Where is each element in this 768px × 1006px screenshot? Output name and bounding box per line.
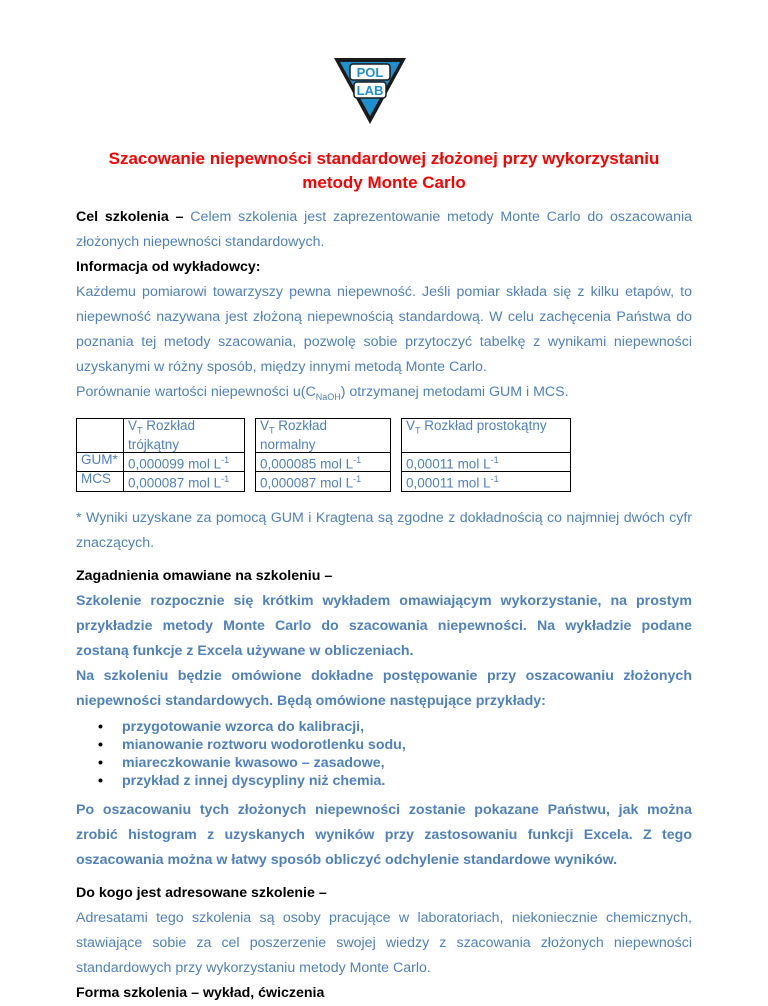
list-item: • mianowanie roztworu wodorotlenku sodu, (122, 736, 692, 754)
table-cell: 0,000087 mol $L^{-1}$ (256, 472, 391, 492)
audience-heading: Do kogo jest adresowane szkolenie – (76, 884, 327, 901)
table-cell: 0,000087 mol $L^{-1}$ (124, 472, 245, 492)
title-line-1: Szacowanie niepewności standardowej złożonej przy wykorzystaniu (108, 149, 660, 168)
logo-text-2: LAB (356, 83, 384, 98)
topics-paragraph-1: Szkolenie rozpocznie się krótkim wykładem omawiającym wykorzystanie, na prostym przykładzie metody Monte Carlo do szacowania niepewności. Na wykładzie podane zostaną funkcje z Excela używane w obliczeniach. (76, 592, 692, 659)
row-label: MCS (77, 472, 124, 492)
table-cell: 0,000085 mol $L^{-1}$ (256, 452, 391, 472)
table-row (77, 452, 571, 472)
form-line: Forma szkolenia – wykład, ćwiczenia (76, 984, 325, 1001)
topics-paragraph-3: Po oszacowaniu tych złożonych niepewności zostanie pokazane Państwu, jak można zrobić histogram z uzyskanych wyników przy zastosowaniu funkcji Excela. Z tego oszacowania można w łatwy sposób obliczyć odchylenie standardowe wyników. (76, 801, 692, 868)
topics-heading: Zagadnienia omawiane na szkoleniu – (76, 567, 333, 584)
table-cell: 0,00011 mol $L^{-1}$ (402, 472, 571, 492)
list-item: • przygotowanie wzorca do kalibracji, (122, 718, 692, 736)
table-cell: 0,000099 mol $L^{-1}$ (124, 452, 245, 472)
list-item: • przykład z innej dyscypliny niż chemia. (122, 772, 692, 790)
table-header: $V_T$ Rozkład trójkątny (124, 418, 245, 452)
comparison-caption: Porównanie wartości niepewności $u(C_{NaOH})$ otrzymanej metodami GUM i MCS. (76, 384, 569, 402)
table-row (77, 472, 571, 492)
uncertainty-table (76, 418, 571, 492)
topics-paragraph-2: Na szkoleniu będzie omówione dokładne postępowanie przy oszacowaniu złożonych niepewności standardowych. Będą omówione następujące przykłady: (76, 667, 692, 709)
row-label: GUM* (77, 452, 124, 472)
logo-text-1: POL (356, 65, 384, 80)
list-item: • miareczkowanie kwasowo – zasadowe, (122, 754, 692, 772)
goal-paragraph (76, 205, 692, 255)
pollab-logo (332, 56, 408, 126)
table-header: $V_T$ Rozkład prostokątny (402, 418, 571, 452)
lecturer-text: Każdemu pomiarowi towarzyszy pewna niepewność. Jeśli pomiar składa się z kilku etapów, to niepewność nazywana jest złożoną niepewnością standardową. W celu zachęcenia Państwa do poznania tej metody szacowania, pozwolę sobie przytoczyć tabelkę z wynikami niepewności uzyskanymi w różny sposób, między innymi metodą Monte Carlo. (76, 284, 692, 375)
audience-text: Adresatami tego szkolenia są osoby pracujące w laboratoriach, niekoniecznie chemicznych, stawiające sobie za cel poszerzenie swojej wiedzy z szacowania złożonych niepewności standardowych przy wykorzystaniu metody Monte Carlo. (76, 909, 692, 976)
examples-list (76, 718, 692, 790)
goal-label: Cel szkolenia – (76, 209, 184, 225)
title-line-2: metody Monte Carlo (302, 173, 466, 192)
document-title (40, 147, 728, 195)
table-cell: 0,00011 mol $L^{-1}$ (402, 452, 571, 472)
table-corner (77, 418, 124, 452)
footnote: * Wyniki uzyskane za pomocą GUM i Kragtena są zgodne z dokładnością co najmniej dwóch cyfr znaczących. (76, 509, 692, 551)
goal-text: Celem szkolenia jest zaprezentowanie metody Monte Carlo do oszacowania złożonych niepewności standardowych. (76, 209, 692, 250)
document-body (76, 205, 692, 1006)
lecturer-heading: Informacja od wykładowcy: (76, 259, 261, 275)
table-header-row (77, 418, 571, 452)
table-header: $V_T$ Rozkład normalny (256, 418, 391, 452)
